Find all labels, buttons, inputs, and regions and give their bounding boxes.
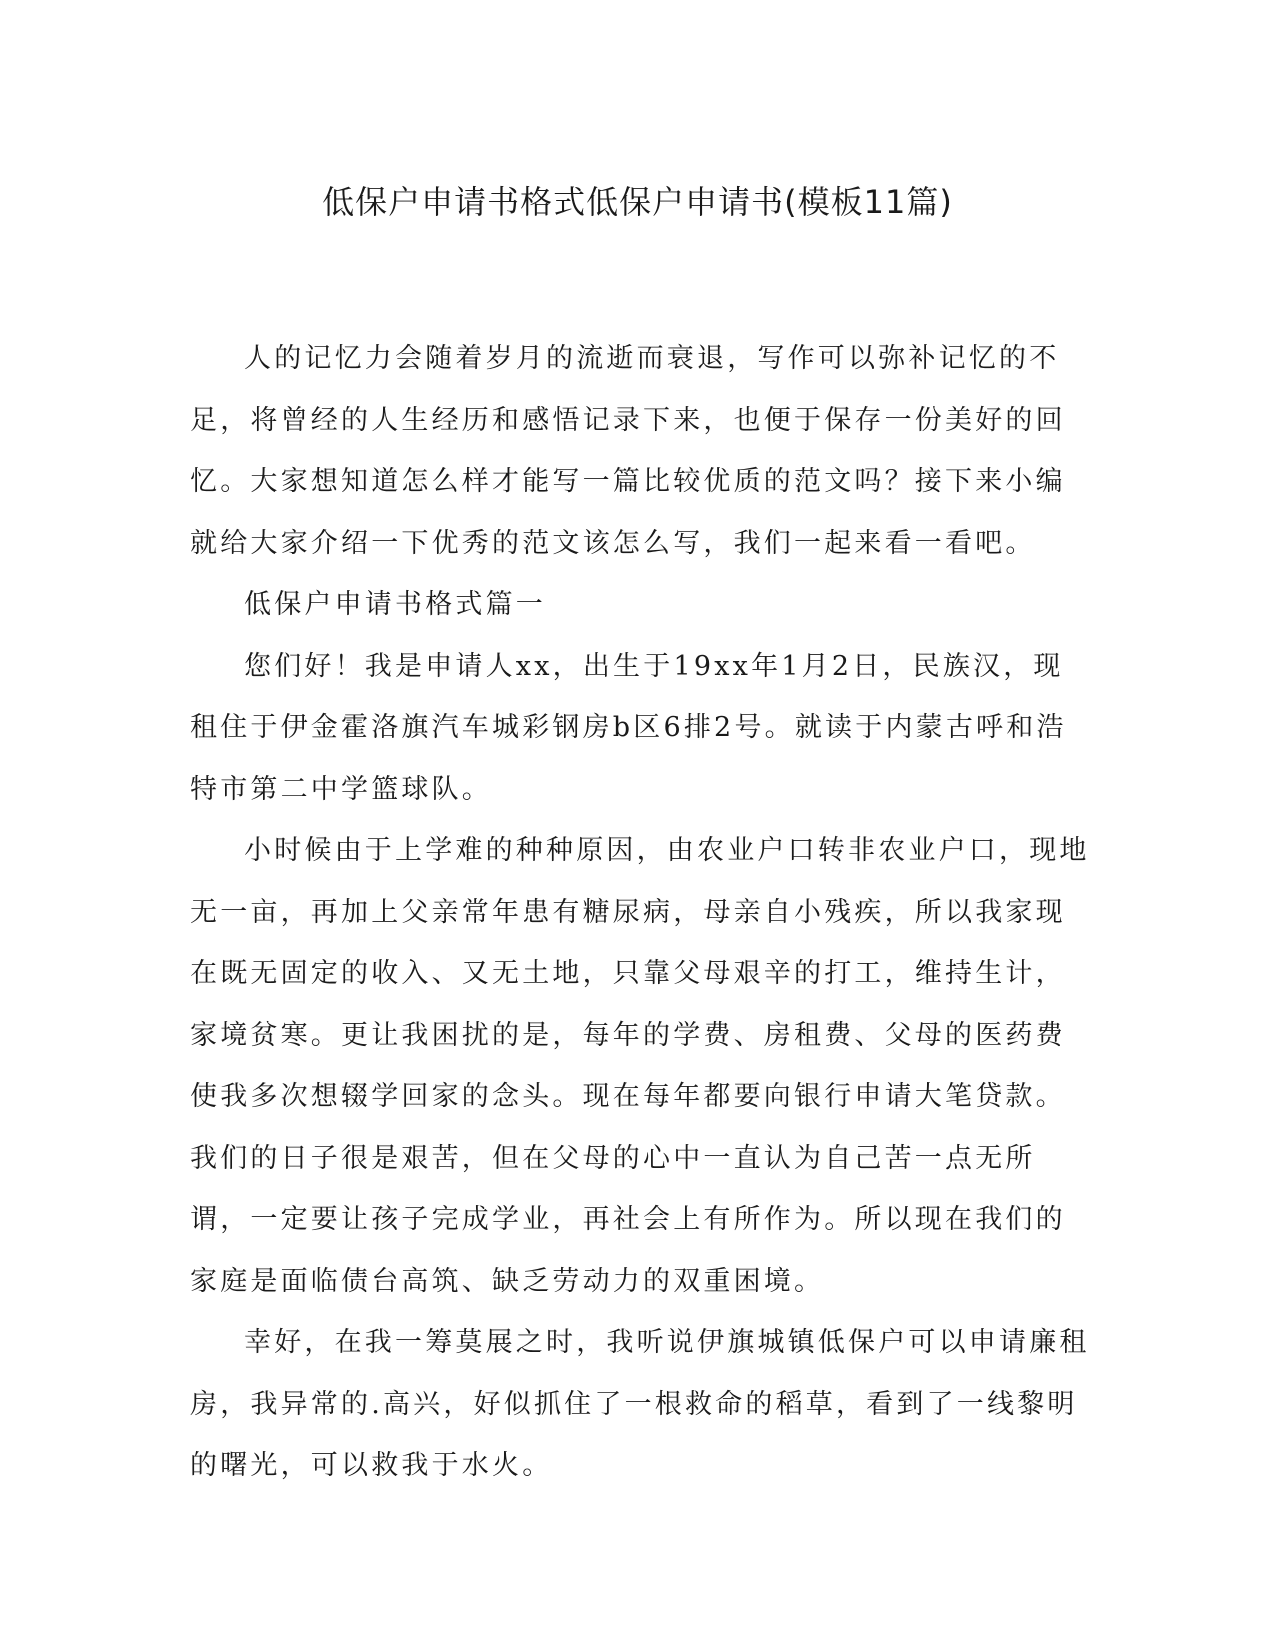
document-title: 低保户申请书格式低保户申请书(模板11篇): [322, 183, 953, 221]
body-paragraph: 小时候由于上学难的种种原因，由农业户口转非农业户口，现地无一亩，再加上父亲常年患有糖尿病，母亲自小残疾，所以我家现在既无固定的收入、又无土地，只靠父母艰辛的打工，维持生计，家境贫寒。更让我困扰的是，每年的学费、房租费、父母的医药费使我多次想辍学回家的念头。现在每年都要向银行申请大笔贷款。我们的日子很是艰苦，但在父母的心中一直认为自己苦一点无所谓，一定要让孩子完成学业，再社会上有所作为。所以现在我们的家庭是面临债台高筑、缺乏劳动力的双重困境。: [190, 835, 1090, 1297]
body-paragraph: 您们好！我是申请人xx，出生于19xx年1月2日，民族汉，现租住于伊金霍洛旗汽车城彩钢房b区6排2号。就读于内蒙古呼和浩特市第二中学篮球队。: [190, 650, 1067, 805]
body-paragraph: 幸好，在我一筹莫展之时，我听说伊旗城镇低保户可以申请廉租房，我异常的.高兴，好似抓住了一根救命的稻草，看到了一线黎明的曙光，可以救我于水火。: [190, 1327, 1090, 1481]
document-body: [190, 328, 1090, 1497]
intro-paragraph: 人的记忆力会随着岁月的流逝而衰退，写作可以弥补记忆的不足，将曾经的人生经历和感悟记录下来，也便于保存一份美好的回忆。大家想知道怎么样才能写一篇比较优质的范文吗？接下来小编就给大家介绍一下优秀的范文该怎么写，我们一起来看一看吧。: [190, 343, 1066, 559]
section-heading: 低保户申请书格式篇一: [244, 589, 546, 620]
